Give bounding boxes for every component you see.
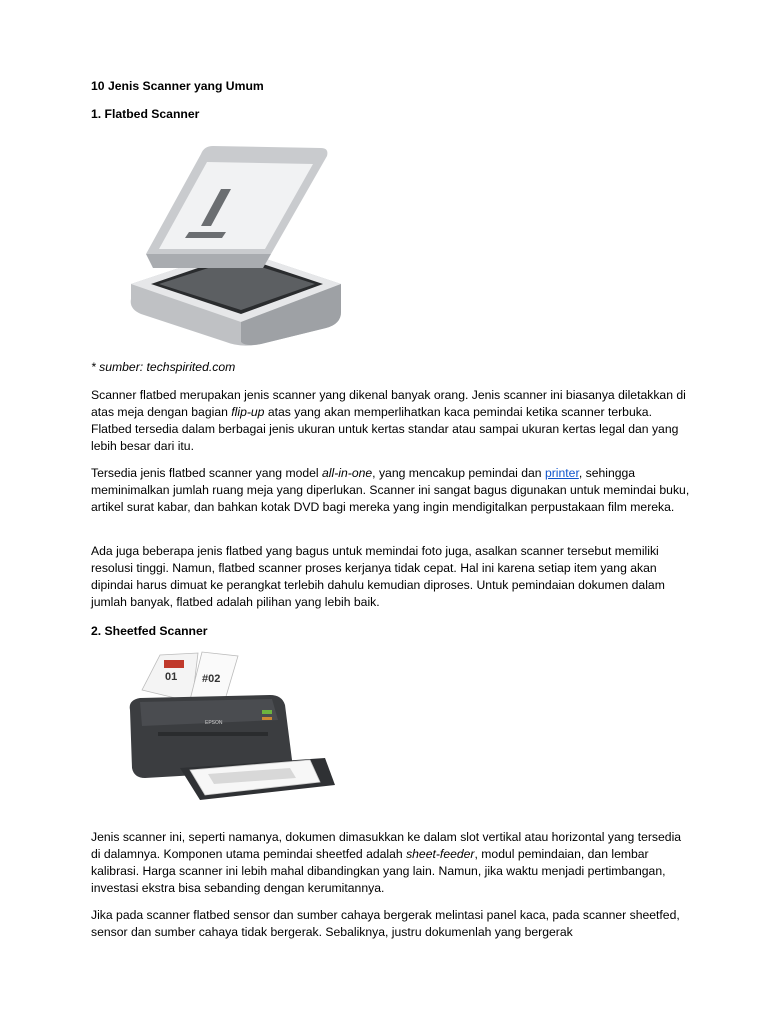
sheetfed-scanner-illustration [120, 650, 340, 815]
paragraph-flatbed-3: Ada juga beberapa jenis flatbed yang bagus untuk memindai foto juga, asalkan scanner tersebut memiliki resolusi tinggi. Namun, flatbed scanner proses kerjanya tidak cepat. Hal ini karena setiap item yang akan dipindai harus dimuat ke perangkat terlebih dahulu kemudian diproses. Untuk pemindaian dokumen dalam jumlah banyak, flatbed adalah pilihan yang lebih baik. [91, 544, 665, 609]
paragraph-text: atas yang akan memperlihatkan kaca pemindai ketika scanner terbuka. Flatbed tersedia dalam berbagai jenis ukuran untuk kertas standar atau sampai ukuran kertas legal dan yang lebih besar dari itu. [91, 405, 679, 453]
paragraph-flatbed-1 [91, 387, 691, 455]
paragraph-italic-term: sheet-feeder [406, 847, 475, 861]
paragraph-text: Jenis scanner ini, seperti namanya, dokumen dimasukkan ke dalam slot vertikal atau horizontal yang tersedia di dalamnya. Komponen utama pemindai sheetfed adalah [91, 830, 682, 861]
document-title: 10 Jenis Scanner yang Umum [91, 79, 264, 93]
printer-link[interactable]: printer [544, 466, 579, 480]
paragraph-text: , modul pemindaian, dan lembar kalibrasi. Harga scanner ini lebih mahal dibandingkan yang lain. Namun, jika waktu menjadi pertimbangan, investasi ekstra bisa sebanding dengan kerumitannya. [91, 847, 666, 895]
paragraph-text: Scanner flatbed merupakan jenis scanner yang dikenal banyak orang. Jenis scanner ini biasanya diletakkan di atas meja dengan bagian [91, 388, 686, 419]
sheetfed-scanner-image [120, 650, 340, 815]
image-caption: * sumber: techspirited.com [91, 360, 236, 374]
section-heading-sheetfed: 2. Sheetfed Scanner [91, 624, 208, 638]
paragraph-text: , yang mencakup pemindai dan [372, 466, 545, 480]
flatbed-scanner-illustration [91, 134, 371, 349]
scanner-brand-label: EPSON [205, 720, 223, 726]
flatbed-scanner-image [91, 134, 371, 349]
paragraph-text: Tersedia jenis flatbed scanner yang model [91, 466, 323, 480]
paragraph-italic-term: all-in-one [322, 466, 373, 480]
section-heading-flatbed: 1. Flatbed Scanner [91, 107, 200, 121]
paragraph-sheetfed-1 [91, 829, 691, 897]
paragraph-text: , sehingga meminimalkan jumlah ruang meja yang diperlukan. Scanner ini sangat bagus digunakan untuk memindai buku, artikel surat kabar, dan bahkan kotak DVD bagi mereka yang ingin mendigitalkan perpustakaan film mereka. [91, 466, 690, 514]
paper-label-01: 01 [165, 671, 178, 683]
paragraph-sheetfed-2: Jika pada scanner flatbed sensor dan sumber cahaya bergerak melintasi panel kaca, pada scanner sheetfed, sensor dan sumber cahaya tidak bergerak. Sebaliknya, justru dokumenlah yang bergerak [91, 908, 680, 939]
paper-label-02: #02 [202, 673, 221, 685]
paragraph-flatbed-2 [91, 465, 691, 516]
paragraph-italic-term: flip-up [231, 405, 265, 419]
